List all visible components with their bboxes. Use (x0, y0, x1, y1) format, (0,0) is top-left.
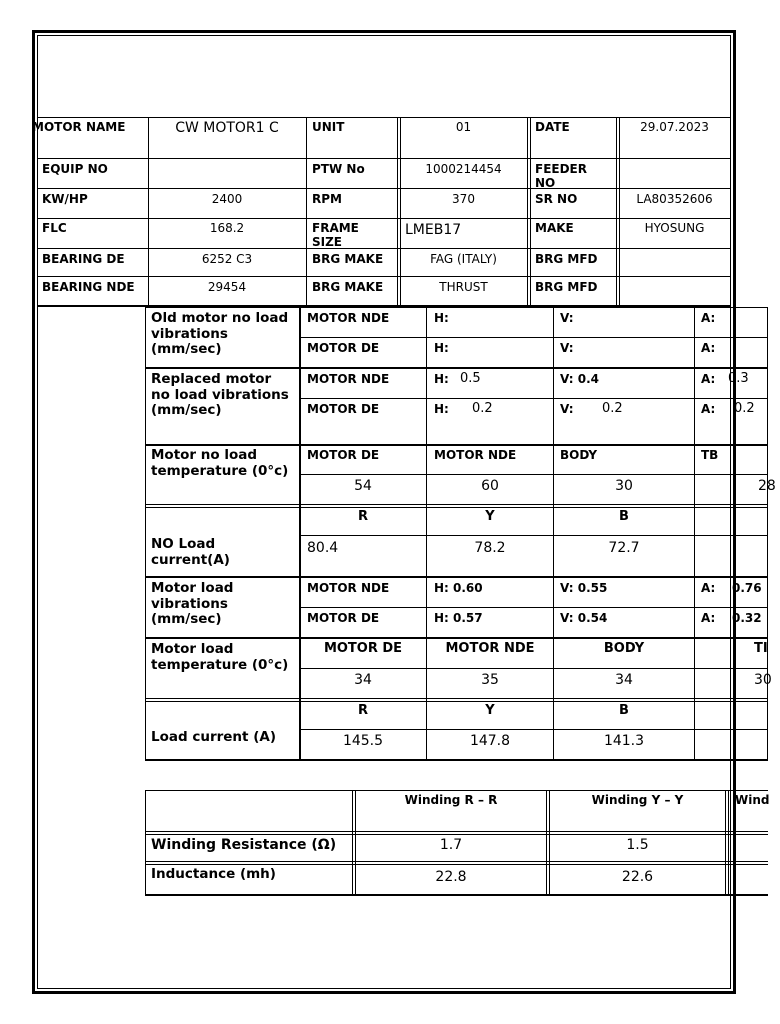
load-temp-body-header: BODY (603, 641, 645, 656)
brg-make-de-value: FAG (ITALY) (430, 252, 497, 266)
brg-make-de-label: BRG MAKE (312, 252, 384, 266)
replaced-motor-vibration-label: Replaced motor no load vibrations (mm/sec) (151, 371, 289, 418)
noload-current-b-header: B (619, 509, 629, 524)
replaced-nde-h-value: 0.5 (460, 371, 481, 386)
noload-current-r-value: 80.4 (307, 540, 339, 556)
load-de-h: H: 0.57 (434, 611, 483, 625)
inductance-rr: 22.8 (435, 869, 467, 885)
old-de-v: V: (560, 341, 574, 355)
load-vibration-label: Motor load vibrations (mm/sec) (151, 580, 234, 627)
load-temp-tb-header: TI (754, 641, 768, 656)
noload-temp-nde-value: 60 (481, 478, 499, 494)
frame-size-value: LMEB17 (405, 222, 462, 238)
load-temp-de-header: MOTOR DE (323, 641, 403, 656)
replaced-de-h-value: 0.2 (472, 401, 493, 416)
load-de-label: MOTOR DE (307, 611, 380, 625)
winding-rr-header: Winding R – R (404, 793, 498, 807)
old-nde-label: MOTOR NDE (307, 311, 390, 325)
replaced-nde-label: MOTOR NDE (307, 372, 390, 386)
make-label: MAKE (535, 221, 574, 235)
date-value: 29.07.2023 (640, 120, 709, 134)
load-temperature-label: Motor load temperature (0°c) (151, 641, 289, 673)
replaced-de-h-label: H: (434, 402, 449, 416)
old-nde-a: A: (701, 311, 716, 325)
bearing-de-value: 6252 C3 (201, 252, 253, 266)
noload-temperature-label: Motor no load temperature (0°c) (151, 447, 289, 479)
noload-temp-body-header: BODY (560, 448, 598, 462)
noload-temp-de-header: MOTOR DE (307, 448, 380, 462)
old-de-label: MOTOR DE (307, 341, 380, 355)
noload-current-label: NO Load current(A) (151, 536, 230, 568)
brg-mfd-de-label: BRG MFD (535, 252, 598, 266)
date-label: DATE (535, 120, 570, 134)
old-de-h: H: (434, 341, 449, 355)
make-value: HYOSUNG (644, 221, 705, 235)
sr-no-value: LA80352606 (636, 192, 713, 206)
load-current-b-header: B (619, 703, 629, 718)
feeder-no-label: FEEDER NO (535, 162, 587, 190)
load-temp-nde-value: 35 (481, 672, 499, 688)
load-nde-v: V: 0.55 (560, 581, 608, 595)
load-de-a-label: A: (701, 611, 716, 625)
noload-current-b-value: 72.7 (608, 540, 640, 556)
load-current-b-value: 141.3 (603, 733, 645, 749)
kwhp-value: 2400 (211, 192, 243, 206)
inductance-yy: 22.6 (621, 869, 654, 885)
load-de-a-value: 0.32 (732, 611, 762, 625)
old-nde-v: V: (560, 311, 574, 325)
winding-resistance-label: Winding Resistance (Ω) (151, 837, 337, 853)
sr-no-label: SR NO (535, 192, 578, 206)
rpm-value: 370 (452, 192, 475, 206)
unit-value: 01 (455, 120, 472, 134)
load-current-y-header: Y (485, 703, 495, 718)
flc-label: FLC (42, 221, 67, 235)
load-temp-nde-header: MOTOR NDE (445, 641, 535, 656)
noload-current-y-value: 78.2 (474, 540, 506, 556)
brg-make-nde-label: BRG MAKE (312, 280, 384, 294)
kwhp-label: KW/HP (42, 192, 88, 206)
load-current-r-header: R (357, 703, 368, 718)
equip-no-label: EQUIP NO (42, 162, 108, 176)
rpm-label: RPM (312, 192, 342, 206)
load-temp-tb-value: 30 (754, 672, 772, 688)
brg-mfd-nde-value (619, 278, 730, 282)
replaced-de-a-value: 0.2 (734, 401, 755, 416)
replaced-nde-v: V: 0.4 (560, 372, 599, 386)
frame-size-label: FRAME SIZE (312, 221, 359, 249)
brg-mfd-de-value (619, 250, 730, 254)
load-de-v: V: 0.54 (560, 611, 608, 625)
replaced-nde-h-label: H: (434, 372, 449, 386)
replaced-nde-a-label: A: (701, 372, 716, 386)
replaced-de-v-label: V: (560, 402, 574, 416)
bearing-nde-label: BEARING NDE (42, 280, 135, 294)
brg-make-nde-value: THRUST (439, 280, 488, 294)
load-nde-h: H: 0.60 (434, 581, 483, 595)
old-nde-h: H: (434, 311, 449, 325)
load-current-y-value: 147.8 (469, 733, 511, 749)
ptw-no-label: PTW No (312, 162, 365, 176)
inductance-label: Inductance (mh) (151, 866, 276, 882)
noload-current-r-header: R (357, 509, 368, 524)
replaced-nde-a-value: 0.3 (728, 371, 749, 386)
flc-value: 168.2 (209, 221, 245, 235)
winding-yy-header: Winding Y – Y (591, 793, 684, 807)
unit-label: UNIT (312, 120, 345, 134)
winding-third-header: Wind (735, 793, 770, 807)
replaced-de-a-label: A: (701, 402, 716, 416)
ptw-no-value: 1000214454 (425, 162, 502, 176)
load-current-r-value: 145.5 (342, 733, 384, 749)
winding-resistance-yy: 1.5 (626, 837, 649, 853)
noload-current-y-header: Y (485, 509, 495, 524)
noload-temp-body-value: 30 (615, 478, 633, 494)
replaced-de-label: MOTOR DE (307, 402, 380, 416)
brg-mfd-nde-label: BRG MFD (535, 280, 598, 294)
bearing-de-label: BEARING DE (42, 252, 125, 266)
noload-temp-tb-header: TB (701, 448, 719, 462)
noload-temp-nde-header: MOTOR NDE (434, 448, 517, 462)
motor-name-value: CW MOTOR1 C (175, 120, 279, 136)
bearing-nde-value: 29454 (207, 280, 247, 294)
feeder-no-value (619, 160, 730, 164)
load-current-label: Load current (A) (151, 729, 276, 745)
motor-name-label: MOTOR NAME (32, 120, 126, 134)
load-nde-label: MOTOR NDE (307, 581, 390, 595)
replaced-de-v-value: 0.2 (602, 401, 623, 416)
load-nde-a-value: 0.76 (732, 581, 762, 595)
load-nde-a-label: A: (701, 581, 716, 595)
noload-temp-de-value: 54 (354, 478, 372, 494)
load-temp-de-value: 34 (354, 672, 372, 688)
noload-temp-tb-value: 28 (758, 478, 776, 494)
old-de-a: A: (701, 341, 716, 355)
winding-resistance-rr: 1.7 (439, 837, 463, 853)
old-motor-vibration-label: Old motor no load vibrations (mm/sec) (151, 310, 289, 357)
equip-no-value (148, 160, 306, 164)
load-temp-body-value: 34 (615, 672, 633, 688)
